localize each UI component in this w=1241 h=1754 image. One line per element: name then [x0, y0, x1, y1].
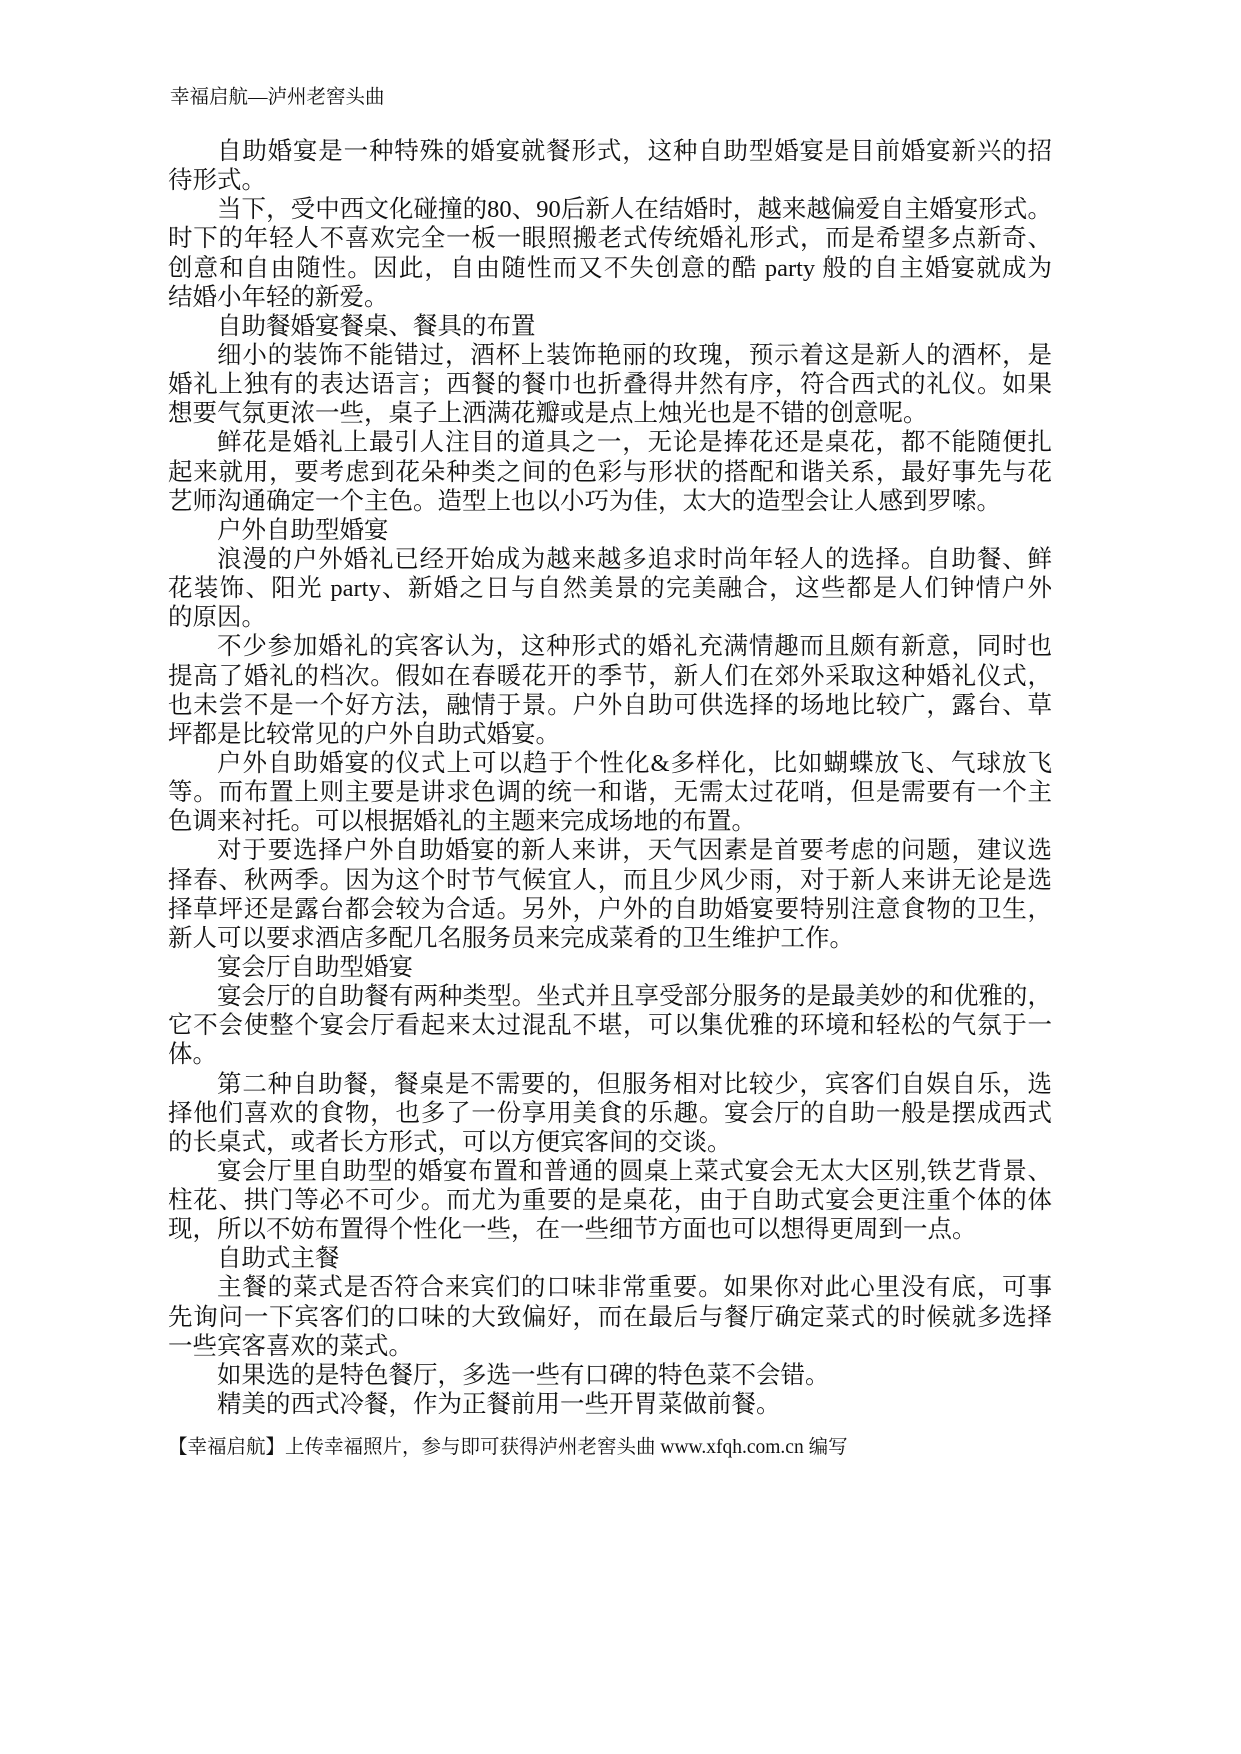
paragraph-line: 现，所以不妨布置得个性化一些，在一些细节方面也可以想得更周到一点。: [168, 1216, 977, 1244]
paragraph-line: 鲜花是婚礼上最引人注目的道具之一，无论是捧花还是桌花，都不能随便扎: [217, 429, 1052, 457]
paragraph-line: 择他们喜欢的食物，也多了一份享用美食的乐趣。宴会厅的自助一般是摆成西式: [168, 1099, 1052, 1127]
paragraph-line: 等。而布置上则主要是讲求色调的统一和谐，无需太过花哨，但是需要有一个主: [168, 779, 1052, 807]
section-heading: 自助式主餐: [217, 1245, 340, 1273]
paragraph: [168, 545, 1052, 632]
paragraph-line: 提高了婚礼的档次。假如在春暖花开的季节，新人们在郊外采取这种婚礼仪式，: [168, 662, 1052, 690]
paragraph-line: 对于要选择户外自助婚宴的新人来讲，天气因素是首要考虑的问题，建议选: [217, 837, 1052, 865]
paragraph-line: 精美的西式冷餐，作为正餐前用一些开胃菜做前餐。: [217, 1391, 781, 1419]
page-header: 幸福启航—泸州老窖头曲: [170, 87, 385, 108]
paragraph-line: 起来就用，要考虑到花朵种类之间的色彩与形状的搭配和谐关系，最好事先与花: [168, 458, 1052, 486]
paragraph: [168, 1273, 1052, 1360]
paragraph-line: 第二种自助餐，餐桌是不需要的，但服务相对比较少，宾客们自娱自乐，选: [217, 1070, 1052, 1098]
paragraph: [168, 195, 1052, 312]
paragraph-line: 花装饰、阳光 party、新婚之日与自然美景的完美融合，这些都是人们钟情户外: [168, 575, 1052, 603]
paragraph-line: 当下，受中西文化碰撞的80、90后新人在结婚时，越来越偏爱自主婚宴形式。: [217, 196, 1052, 224]
paragraph: [168, 749, 1052, 836]
paragraph-line: 户外自助婚宴的仪式上可以趋于个性化&多样化，比如蝴蝶放飞、气球放飞: [217, 749, 1052, 777]
paragraph-line: 想要气氛更浓一些，桌子上洒满花瓣或是点上烛光也是不错的创意呢。: [168, 400, 928, 428]
paragraph-line: 创意和自由随性。因此，自由随性而又不失创意的酷 party 般的自主婚宴就成为: [168, 254, 1052, 282]
paragraph-line: 也未尝不是一个好方法，融情于景。户外自助可供选择的场地比较广，露台、草: [168, 691, 1052, 719]
paragraph: [168, 1361, 1052, 1390]
section-heading: 宴会厅自助型婚宴: [217, 953, 413, 981]
document-body: [168, 137, 1052, 1419]
paragraph-line: 自助婚宴是一种特殊的婚宴就餐形式，这种自助型婚宴是目前婚宴新兴的招: [217, 138, 1052, 165]
paragraph: [168, 632, 1052, 749]
paragraph-line: 坪都是比较常见的户外自助式婚宴。: [168, 720, 560, 748]
paragraph: [168, 428, 1052, 515]
paragraph-line: 先询问一下宾客们的口味的大致偏好，而在最后与餐厅确定菜式的时候就多选择: [168, 1303, 1052, 1331]
paragraph: [168, 1390, 1052, 1419]
paragraph-line: 主餐的菜式是否符合来宾们的口味非常重要。如果你对此心里没有底，可事: [217, 1274, 1052, 1302]
paragraph-line: 待形式。: [168, 167, 266, 195]
paragraph-line: 不少参加婚礼的宾客认为，这种形式的婚礼充满情趣而且颇有新意，同时也: [217, 633, 1052, 661]
paragraph-line: 一些宾客喜欢的菜式。: [168, 1332, 413, 1360]
paragraph-line: 浪漫的户外婚礼已经开始成为越来越多追求时尚年轻人的选择。自助餐、鲜: [217, 545, 1052, 573]
paragraph-line: 结婚小年轻的新爱。: [168, 283, 389, 311]
paragraph: [168, 982, 1052, 1069]
section-heading: 自助餐婚宴餐桌、餐具的布置: [217, 312, 536, 340]
paragraph: [168, 1070, 1052, 1157]
paragraph-line: 的原因。: [168, 604, 266, 632]
paragraph: [168, 341, 1052, 428]
paragraph-line: 的长桌式，或者长方形式，可以方便宾客间的交谈。: [168, 1128, 732, 1156]
paragraph-line: 如果选的是特色餐厅，多选一些有口碑的特色菜不会错。: [217, 1361, 830, 1389]
paragraph: [168, 1157, 1052, 1244]
paragraph-line: 柱花、拱门等必不可少。而尤为重要的是桌花，由于自助式宴会更注重个体的体: [168, 1187, 1052, 1215]
paragraph-line: 细小的装饰不能错过，酒杯上装饰艳丽的玫瑰，预示着这是新人的酒杯，是: [217, 341, 1052, 369]
section-heading: 户外自助型婚宴: [217, 516, 389, 544]
paragraph-line: 宴会厅里自助型的婚宴布置和普通的圆桌上菜式宴会无太大区别,铁艺背景、: [217, 1157, 1052, 1185]
paragraph-line: 新人可以要求酒店多配几名服务员来完成菜肴的卫生维护工作。: [168, 924, 854, 952]
paragraph-line: 宴会厅的自助餐有两种类型。坐式并且享受部分服务的是最美妙的和优雅的，: [217, 983, 1052, 1011]
paragraph: [168, 836, 1052, 953]
paragraph-line: 色调来衬托。可以根据婚礼的主题来完成场地的布置。: [168, 808, 756, 836]
page-footer: 【幸福启航】上传幸福照片，参与即可获得泸州老窖头曲 www.xfqh.com.cn 编写: [168, 1437, 848, 1458]
paragraph-line: 择春、秋两季。因为这个时节气候宜人，而且少风少雨，对于新人来讲无论是选: [168, 866, 1052, 894]
paragraph-line: 时下的年轻人不喜欢完全一板一眼照搬老式传统婚礼形式，而是希望多点新奇、: [168, 225, 1052, 253]
paragraph-line: 婚礼上独有的表达语言；西餐的餐巾也折叠得井然有序，符合西式的礼仪。如果: [168, 371, 1052, 399]
paragraph: [168, 137, 1052, 195]
paragraph-line: 体。: [168, 1041, 217, 1069]
paragraph-line: 择草坪还是露台都会较为合适。另外，户外的自助婚宴要特别注意食物的卫生，: [168, 895, 1052, 923]
paragraph-line: 它不会使整个宴会厅看起来太过混乱不堪，可以集优雅的环境和轻松的气氛于一: [168, 1012, 1052, 1040]
paragraph-line: 艺师沟通确定一个主色。造型上也以小巧为佳，太大的造型会让人感到罗嗦。: [168, 487, 1001, 515]
